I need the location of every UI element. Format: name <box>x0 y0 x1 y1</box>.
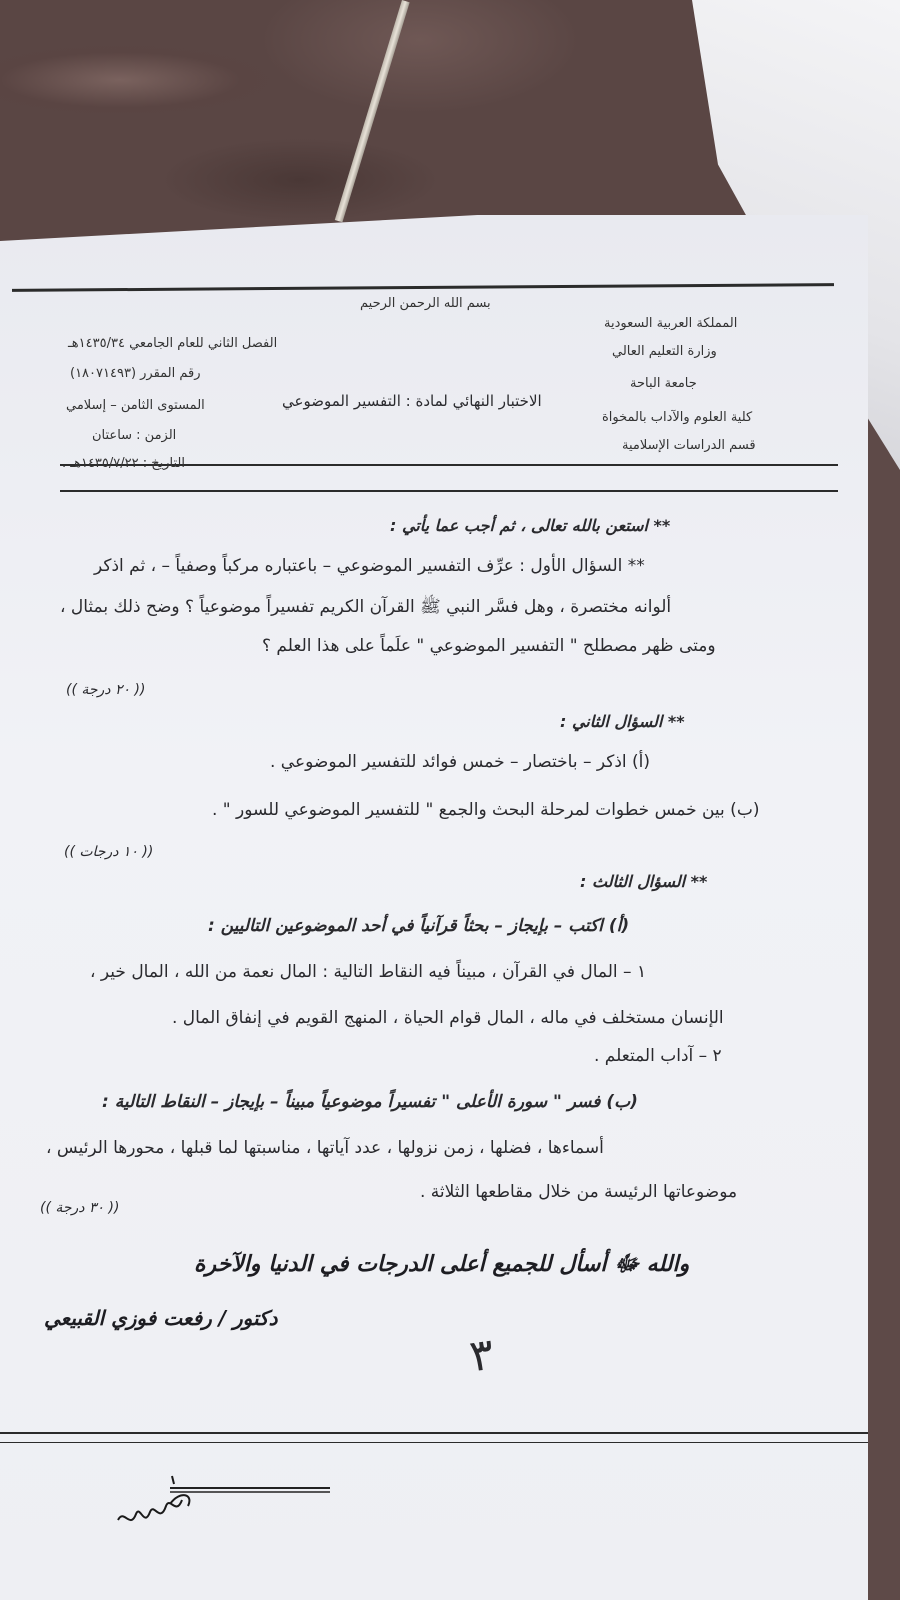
q2-a: (أ) اذكر – باختصار – خمس فوائد للتفسير الموضوعي . <box>270 752 651 772</box>
header-right-line-3: جامعة الباحة <box>630 376 697 391</box>
header-left-line-5: التاريخ : ١٤٣٥/٧/٢٢هـ . <box>62 456 185 471</box>
handwritten-signature <box>110 1470 340 1550</box>
header-right-line-1: المملكة العربية السعودية <box>604 316 738 331</box>
q3-b-line-1: أسماءها ، فضلها ، زمن نزولها ، عدد آياتها ، مناسبتها لما قبلها ، محورها الرئيس ، <box>46 1138 604 1158</box>
q3-grade: (( ٣٠ درجة )) <box>40 1200 120 1216</box>
q1-line-1: ** السؤال الأول : عرِّف التفسير الموضوعي – باعتباره مركباً وصفياً – ، ثم اذكر <box>94 556 645 576</box>
exam-title: الاختبار النهائي لمادة : التفسير الموضوعي <box>282 392 542 410</box>
instructions: ** استعن بالله تعالى ، ثم أجب عما يأتي : <box>390 516 671 535</box>
page-number: ٣ <box>466 1328 498 1383</box>
q3-a-title: (أ) اكتب – بإيجاز – بحثاً قرآنياً في أحد الموضوعين التاليين : <box>208 916 630 936</box>
header-left-line-1: الفصل الثاني للعام الجامعي ١٤٣٥/٣٤هـ <box>68 336 278 351</box>
q3-b-title: (ب) فسر " سورة الأعلى " تفسيراً موضوعياً مبيناً – بإيجاز – النقاط التالية : <box>102 1092 638 1112</box>
q2-b: (ب) بين خمس خطوات لمرحلة البحث والجمع " للتفسير الموضوعي للسور " . <box>212 800 760 820</box>
signature-name: دكتور / رفعت فوزي القبيعي <box>44 1306 278 1330</box>
header-left-line-2: رقم المقرر (١٨٠٧١٤٩٣) <box>70 366 201 381</box>
footer-rule-2 <box>0 1442 868 1443</box>
q1-line-2: ألوانه مختصرة ، وهل فسَّر النبي ﷺ القرآن الكريم تفسيراً موضوعياً ؟ وضح ذلك بمثال ، <box>60 597 672 617</box>
header-right-line-5: قسم الدراسات الإسلامية <box>622 438 756 453</box>
q3-a-line-3: ٢ – آداب المتعلم . <box>594 1046 722 1066</box>
q3-b-line-2: موضوعاتها الرئيسة من خلال مقاطعها الثلاثة . <box>420 1182 738 1202</box>
header-right-line-4: كلية العلوم والآداب بالمخواة <box>602 410 753 425</box>
header-bottom-rule-2 <box>60 490 838 492</box>
footer-rule <box>0 1432 868 1434</box>
header-right-line-2: وزارة التعليم العالي <box>612 344 717 359</box>
basmala: بسم الله الرحمن الرحيم <box>360 296 491 311</box>
q1-grade: (( ٢٠ درجة )) <box>66 682 146 698</box>
header-left-line-4: الزمن : ساعتان <box>92 428 177 443</box>
q3-title: ** السؤال الثالث : <box>580 872 708 891</box>
closing-prayer: والله ﷻ أسأل للجميع أعلى الدرجات في الدنيا والآخرة <box>194 1252 690 1277</box>
header-left-line-3: المستوى الثامن – إسلامي <box>66 398 205 413</box>
q2-grade: (( ١٠ درجات )) <box>64 844 154 860</box>
q3-a-line-1: ١ – المال في القرآن ، مبيناً فيه النقاط التالية : المال نعمة من الله ، المال خير ، <box>90 962 647 982</box>
q3-a-line-2: الإنسان مستخلف في ماله ، المال قوام الحياة ، المنهج القويم في إنفاق المال . <box>172 1008 724 1028</box>
q1-line-3: ومتى ظهر مصطلح " التفسير الموضوعي " علَماً على هذا العلم ؟ <box>262 636 716 656</box>
q2-title: ** السؤال الثاني : <box>560 712 685 731</box>
